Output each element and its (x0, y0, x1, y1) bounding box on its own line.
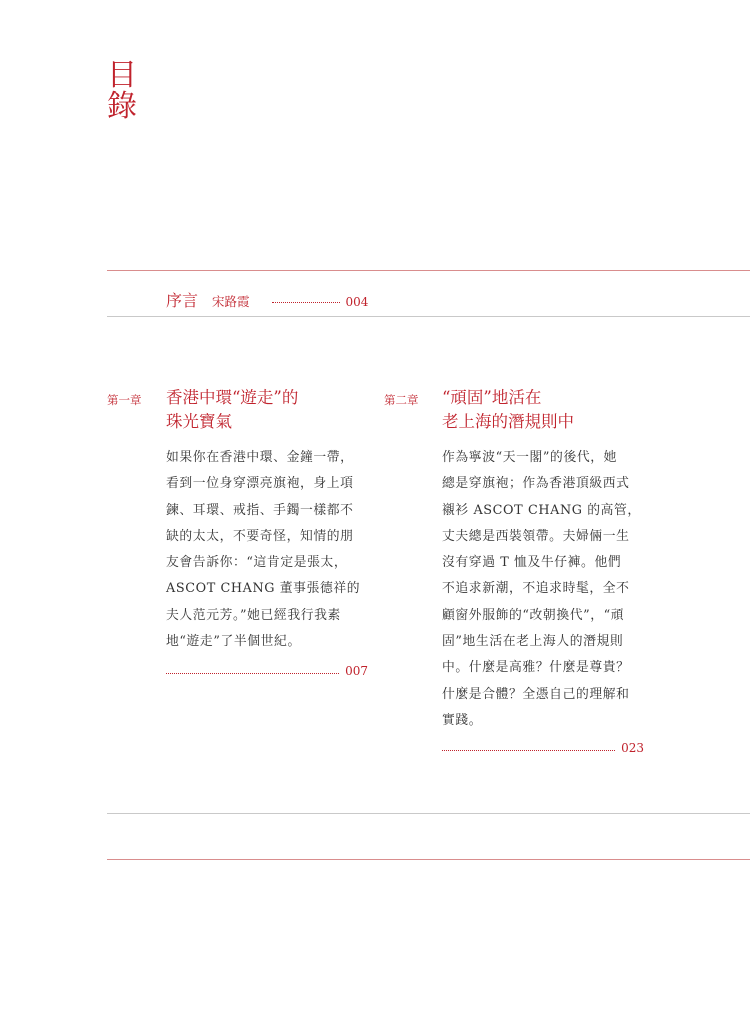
page-title (107, 60, 141, 122)
chapter-2-footer (442, 741, 644, 755)
summary-line: 看到一位身穿漂亮旗袍，身上項 (166, 476, 354, 492)
summary-line: 什麼是合體？全憑自己的理解和 (442, 686, 630, 702)
chapter-2-title (442, 386, 574, 434)
page-title-line-2: 錄 (107, 89, 137, 124)
chapter-2-label: 第二章 (384, 393, 419, 407)
summary-line: 沒有穿過 T 恤及牛仔褲。他們 (442, 555, 622, 571)
chapter-1-footer (166, 664, 368, 678)
summary-line: 丈夫總是西裝領帶。夫婦倆一生 (442, 528, 630, 544)
chapter-2-summary (442, 445, 648, 734)
chapter-1-title (166, 386, 298, 434)
preface-label: 序言 (166, 291, 199, 310)
summary-line: 夫人范元芳。”她已經我行我素 (166, 607, 341, 623)
summary-line: 友會告訴你：“這肯定是張太， (166, 555, 348, 571)
summary-line: 作為寧波“天一閣”的後代，她 (442, 450, 618, 465)
chapter-2-title-line-2: 老上海的潛規則中 (442, 412, 574, 431)
chapter-1-page-number: 007 (345, 664, 368, 678)
chapter-2-page-number: 023 (621, 741, 644, 755)
dot-leader (272, 302, 340, 303)
summary-line: 固”地生活在老上海人的潛規則 (442, 634, 624, 650)
chapter-2-title-line-1: “頑固”地活在 (442, 388, 542, 407)
divider-bottom-1 (107, 813, 750, 814)
chapter-1-title-line-1: 香港中環“遊走”的 (166, 388, 299, 407)
chapter-1-label: 第一章 (107, 393, 142, 407)
summary-line: 中。什麼是高雅？什麼是尊貴？ (442, 660, 630, 676)
summary-line: 如果你在香港中環、金鐘一帶， (166, 450, 354, 465)
summary-line: 不追求新潮，不追求時髦，全不 (442, 581, 630, 597)
chapter-1-title-line-2: 珠光寶氣 (166, 412, 232, 431)
dot-leader (166, 673, 339, 674)
preface-page-number: 004 (345, 295, 369, 309)
summary-line: 地“遊走”了半個世紀。 (166, 634, 301, 650)
divider-top (107, 270, 750, 271)
summary-line: 襯衫 ASCOT CHANG 的高管， (442, 502, 641, 518)
summary-line: ASCOT CHANG 董事張德祥的 (166, 581, 361, 597)
chapter-1-summary (166, 445, 372, 655)
summary-line: 缺的太太，不要奇怪，知情的朋 (166, 528, 354, 544)
divider-bottom-2 (107, 859, 750, 860)
dot-leader (442, 750, 615, 751)
summary-line: 總是穿旗袍；作為香港頂級西式 (442, 476, 630, 492)
summary-line: 鍊、耳環、戒指、手鐲一樣都不 (166, 502, 354, 518)
toc-entry-preface[interactable] (166, 288, 368, 308)
summary-line: 實踐。 (442, 712, 483, 728)
summary-line: 顧窗外服飾的“改朝換代”，“頑 (442, 607, 625, 623)
divider-preface (107, 316, 750, 317)
preface-author: 宋路霞 (212, 294, 250, 309)
page-title-line-1: 目 (107, 58, 137, 93)
